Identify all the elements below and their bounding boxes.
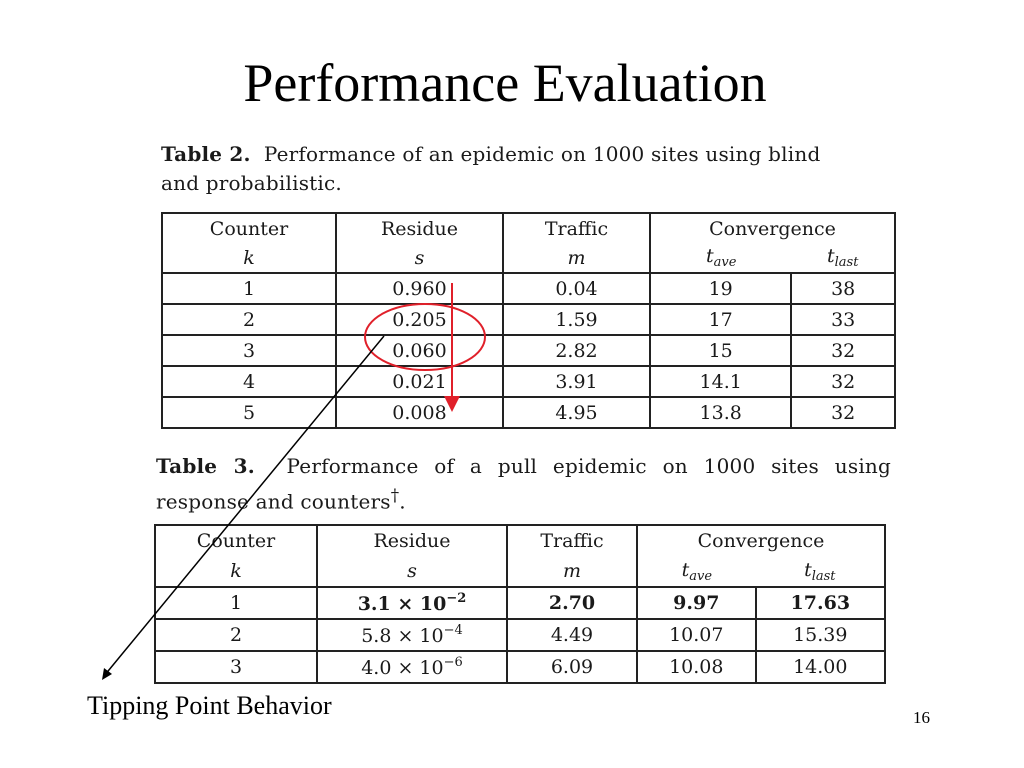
table2-cell-t-ave: 19 — [650, 273, 791, 304]
table3-header-residue: Residue — [317, 525, 507, 556]
table2-cell-t-last: 32 — [791, 366, 895, 397]
table3-cell-t-last: 17.63 — [756, 587, 885, 619]
table3-header-traffic: Traffic — [507, 525, 637, 556]
table3-cell-t-ave: 10.08 — [637, 651, 756, 683]
table2-cell-t-last: 32 — [791, 397, 895, 428]
table3-header-convergence: Convergence — [637, 525, 885, 556]
table2-cell-t-ave: 15 — [650, 335, 791, 366]
table2-cell-t-ave: 13.8 — [650, 397, 791, 428]
table3-caption-text: Performance of a pull epidemic on 1000 sites using — [286, 454, 891, 478]
table2-cell-m: 3.91 — [503, 366, 650, 397]
table3-cell-s: $5.8 \times 10^{-4}$ — [317, 619, 507, 651]
table2-cell-s: 0.205 — [336, 304, 503, 335]
table2-header-s: s — [336, 243, 503, 273]
table2-header-convergence: Convergence — [650, 213, 895, 243]
table2-caption-label: Table 2. — [161, 142, 251, 166]
table2-cell-s: 0.060 — [336, 335, 503, 366]
pointer-arrowhead — [102, 668, 112, 680]
table2-header-m: m — [503, 243, 650, 273]
table3-header-t-last: $t_{last}$ — [756, 556, 885, 587]
table3-cell-k: 2 — [155, 619, 317, 651]
table3-header-s: s — [317, 556, 507, 587]
table3-caption-end: . — [399, 489, 406, 514]
slide-title: Performance Evaluation — [243, 53, 767, 113]
table3-header-t-ave: $t_{ave}$ — [637, 556, 756, 587]
table2-cell-t-last: 32 — [791, 335, 895, 366]
table3-cell-m: 2.70 — [507, 587, 637, 619]
table3-caption-text-2: response and counters — [156, 489, 391, 514]
table3-cell-s: $4.0 \times 10^{-6}$ — [317, 651, 507, 683]
table2-cell-s: 0.960 — [336, 273, 503, 304]
table3-cell-m: 6.09 — [507, 651, 637, 683]
table2-cell-k: 1 — [162, 273, 336, 304]
table3-cell-t-ave: 10.07 — [637, 619, 756, 651]
table2-cell-s: 0.008 — [336, 397, 503, 428]
table3-cell-t-last: 15.39 — [756, 619, 885, 651]
table2-caption-text-2: and probabilistic. — [161, 171, 342, 195]
table2-cell-k: 2 — [162, 304, 336, 335]
table2-cell-k: 3 — [162, 335, 336, 366]
table2-cell-k: 4 — [162, 366, 336, 397]
table3-header-counter: Counter — [155, 525, 317, 556]
table2-cell-s: 0.021 — [336, 366, 503, 397]
table2-header-k: k — [162, 243, 336, 273]
pointer-line — [104, 336, 384, 676]
table2-cell-t-ave: 17 — [650, 304, 791, 335]
table3-cell-t-ave: 9.97 — [637, 587, 756, 619]
table2-cell-m: 2.82 — [503, 335, 650, 366]
table2-cell-m: 0.04 — [503, 273, 650, 304]
table3-cell-s: $3.1 \times 10^{-2}$ — [317, 587, 507, 619]
table2-header-residue: Residue — [336, 213, 503, 243]
table2-cell-t-last: 38 — [791, 273, 895, 304]
dagger-mark: † — [390, 486, 400, 505]
table2-cell-t-last: 33 — [791, 304, 895, 335]
table2-header-counter: Counter — [162, 213, 336, 243]
page-number: 16 — [913, 708, 930, 727]
table3-cell-m: 4.49 — [507, 619, 637, 651]
table2-caption-text: Performance of an epidemic on 1000 sites using blind — [263, 142, 821, 166]
table3-cell-k: 1 — [155, 587, 317, 619]
table2-cell-k: 5 — [162, 397, 336, 428]
table3-cell-t-last: 14.00 — [756, 651, 885, 683]
table2-header-t-ave: $t_{ave}$ — [650, 243, 791, 273]
table2-header-t-last: $t_{last}$ — [791, 243, 895, 273]
table2-cell-m: 1.59 — [503, 304, 650, 335]
table3-cell-k: 3 — [155, 651, 317, 683]
table3-header-m: m — [507, 556, 637, 587]
table2-cell-t-ave: 14.1 — [650, 366, 791, 397]
table3-caption-label: Table 3. — [156, 454, 255, 478]
table2-header-traffic: Traffic — [503, 213, 650, 243]
table3-header-k: k — [155, 556, 317, 587]
annotation-label: Tipping Point Behavior — [87, 691, 332, 720]
table2-cell-m: 4.95 — [503, 397, 650, 428]
